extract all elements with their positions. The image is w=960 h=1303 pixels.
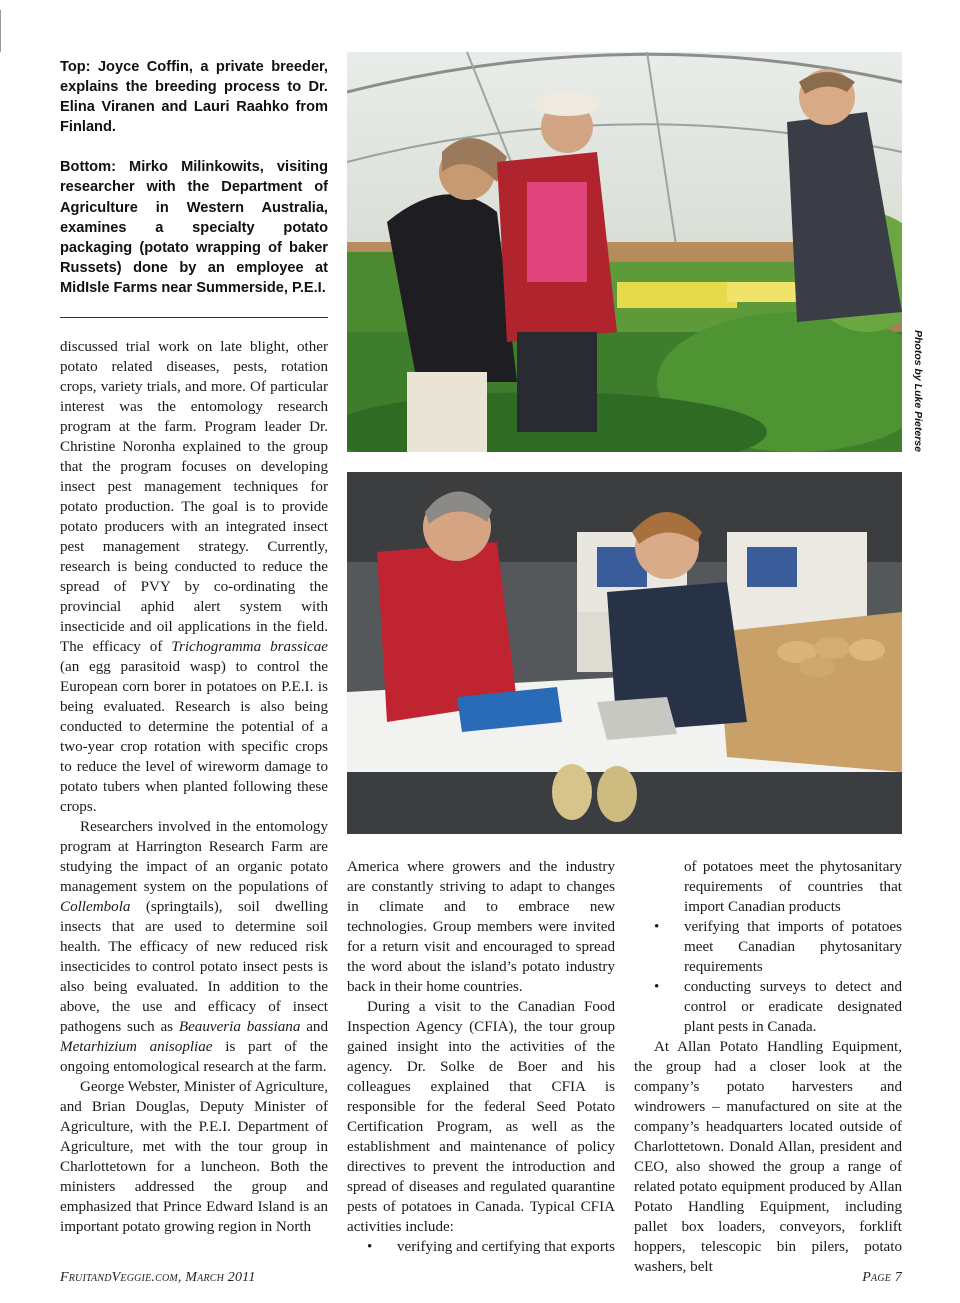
col2-paragraph-1: America where growers and the industry are constantly striving to adapt to changes in climate and to embrace new technologies. Group members were invited for a return visit and encouraged to spread the word about the island’s potato industry back in their home countries. — [347, 859, 615, 995]
list-item: • verifying and certifying that exports — [347, 1237, 615, 1257]
article-column-3 — [634, 857, 902, 1277]
margin-mark — [0, 10, 5, 52]
greenhouse-photo — [347, 52, 902, 452]
cfia-activities-list — [347, 1237, 615, 1257]
caption-top: Top: Joyce Coffin, a private breeder, explains the breeding process to Dr. Elina Viranen and Lauri Raahko from Finland. — [60, 59, 328, 136]
photo-caption — [60, 57, 328, 298]
article-column-1 — [60, 337, 328, 1237]
footer-publication: FruitandVeggie.com, March 2011 — [60, 1270, 256, 1285]
cfia-activities-list-continued — [634, 917, 902, 1037]
article-column-2 — [347, 857, 615, 1257]
col1-paragraph-1: discussed trial work on late blight, other potato related diseases, pests, rotation crops, variety trials, and more. Of particular interest was the entomology research program at the farm. Program leader Dr. Christine Noronha explained to the group that the program focuses on developing insect pest management techniques for potato production. The goal is to provide potato producers with an integrated insect pest management strategy. Currently, research is being conducted to reduce the spread of PVY by co-ordinating the provincial aphid alert system with insecticide and oil applications in the field. The efficacy of Trichogramma brassicae (an egg parasitoid wasp) to control the European corn borer in potatoes on P.E.I. is being evaluated. Research is also being conducted to determine the potential of a two-year crop rotation with specific crops to reduce the level of wireworm damage to potato tubers when planted following these crops. — [60, 339, 328, 815]
list-item-continuation: of potatoes meet the phytosanitary requirements of countries that import Canadian products — [684, 859, 902, 915]
list-item: • conducting surveys to detect and control or eradicate designated plant pests in Canada. — [634, 977, 902, 1037]
list-item: • verifying that imports of potatoes meet Canadian phytosanitary requirements — [634, 917, 902, 977]
photo-credit: Photos by Luke Pieterse — [912, 330, 924, 452]
page-number: Page 7 — [862, 1270, 902, 1285]
col1-paragraph-3: George Webster, Minister of Agriculture, and Brian Douglas, Deputy Minister of Agriculture, with the P.E.I. Department of Agriculture, met with the tour group in Charlottetown for a luncheon. Both the ministers addressed the group and emphasized that Prince Edward Island is an important potato growing region in North — [60, 1079, 328, 1235]
col3-paragraph-1: At Allan Potato Handling Equipment, the group had a closer look at the company’s potato harvesters and windrowers – manufactured on site at the company’s headquarters located outside of Charlottetown. Donald Allan, president and CEO, also showed the group a range of related potato equipment produced by Allan Potato Handling Equipment, including pallet box loaders, conveyors, forklift hoppers, telescopic bin pilers, potato washers, belt — [634, 1039, 902, 1275]
caption-divider — [60, 317, 328, 318]
col2-paragraph-2: During a visit to the Canadian Food Inspection Agency (CFIA), the tour group gained insight into the activities of the agency. Dr. Solke de Boer and his colleagues explained that CFIA is responsible for the federal Seed Potato Certification Program, as well as the establishment and maintenance of policy directives to prevent the introduction and spread of diseases and regulated quarantine pests of potatoes in Canada. Typical CFIA activities include: — [347, 999, 615, 1235]
col1-paragraph-2: Researchers involved in the entomology program at Harrington Research Farm are studying the impact of an organic potato management system on the populations of Collembola (springtails), soil dwelling insects that are used to determine soil health. The efficacy of new reduced risk insecticides to control potato insect pests is also being evaluated. In addition to the above, the use and efficacy of insect pathogens such as Beauveria bassiana and Metarhizium anisopliae is part of the ongoing entomological research at the farm. — [60, 819, 329, 1075]
packaging-photo — [347, 472, 902, 834]
caption-bottom: Bottom: Mirko Milinkowits, visiting researcher with the Department of Agriculture in Western Australia, examines a specialty potato packaging (potato wrapping of baker Russets) done by an employee at MidIsle Farms near Summerside, P.E.I. — [60, 159, 328, 296]
